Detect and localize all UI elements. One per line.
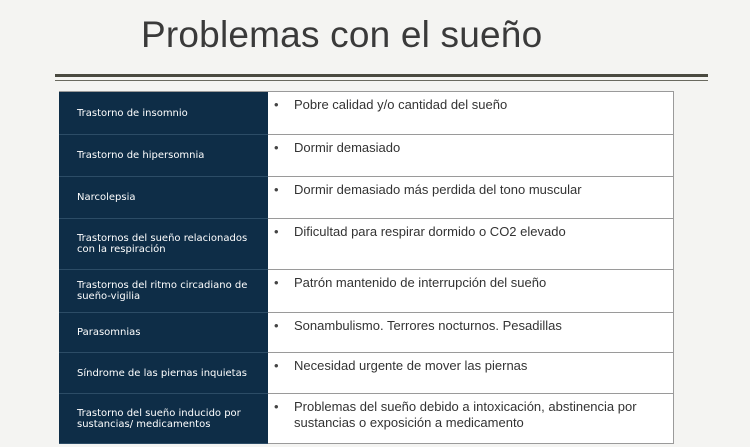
disorder-name: Trastorno de insomnio — [59, 92, 268, 135]
bullet-icon: • — [274, 318, 279, 333]
bullet-icon: • — [274, 358, 279, 373]
disorder-name: Síndrome de las piernas inquietas — [59, 353, 268, 394]
disorder-description: • Problemas del sueño debido a intoxicación, abstinencia por sustancias o exposición a medicamento — [274, 399, 637, 430]
disorder-description: • Patrón mantenido de interrupción del sueño — [274, 275, 547, 290]
disorder-description: • Sonambulismo. Terrores nocturnos. Pesadillas — [274, 318, 562, 333]
bullet-icon: • — [274, 182, 279, 197]
bullet-icon: • — [274, 140, 279, 155]
disorder-description: • Dificultad para respirar dormido o CO2 elevado — [274, 224, 566, 239]
bullet-icon: • — [274, 275, 279, 290]
sleep-disorders-table — [59, 91, 674, 444]
table-row — [59, 135, 673, 177]
disorder-name: Trastornos del sueño relacionados con la respiración — [59, 219, 268, 270]
disorder-description: • Necesidad urgente de mover las piernas — [274, 358, 528, 373]
bullet-icon: • — [274, 97, 279, 112]
table-row — [59, 394, 673, 444]
bullet-icon: • — [274, 399, 279, 414]
disorder-name: Trastorno de hipersomnia — [59, 135, 268, 177]
bullet-icon: • — [274, 224, 279, 239]
disorder-name: Trastorno del sueño inducido por sustancias/ medicamentos — [59, 394, 268, 444]
table-row — [59, 177, 673, 219]
title-divider-thick — [55, 74, 708, 77]
disorder-description: • Pobre calidad y/o cantidad del sueño — [274, 97, 508, 112]
disorder-description: • Dormir demasiado — [274, 140, 401, 155]
disorder-name: Parasomnias — [59, 313, 268, 353]
table-row — [59, 313, 673, 353]
disorder-description: • Dormir demasiado más perdida del tono muscular — [274, 182, 582, 197]
title-divider-thin — [55, 80, 708, 81]
disorder-name: Trastornos del ritmo circadiano de sueño-vigilia — [59, 270, 268, 313]
slide-title: Problemas con el sueño — [141, 14, 543, 55]
table-row — [59, 270, 673, 313]
table-row — [59, 92, 673, 135]
table-row — [59, 353, 673, 394]
disorder-name: Narcolepsia — [59, 177, 268, 219]
table-row — [59, 219, 673, 270]
